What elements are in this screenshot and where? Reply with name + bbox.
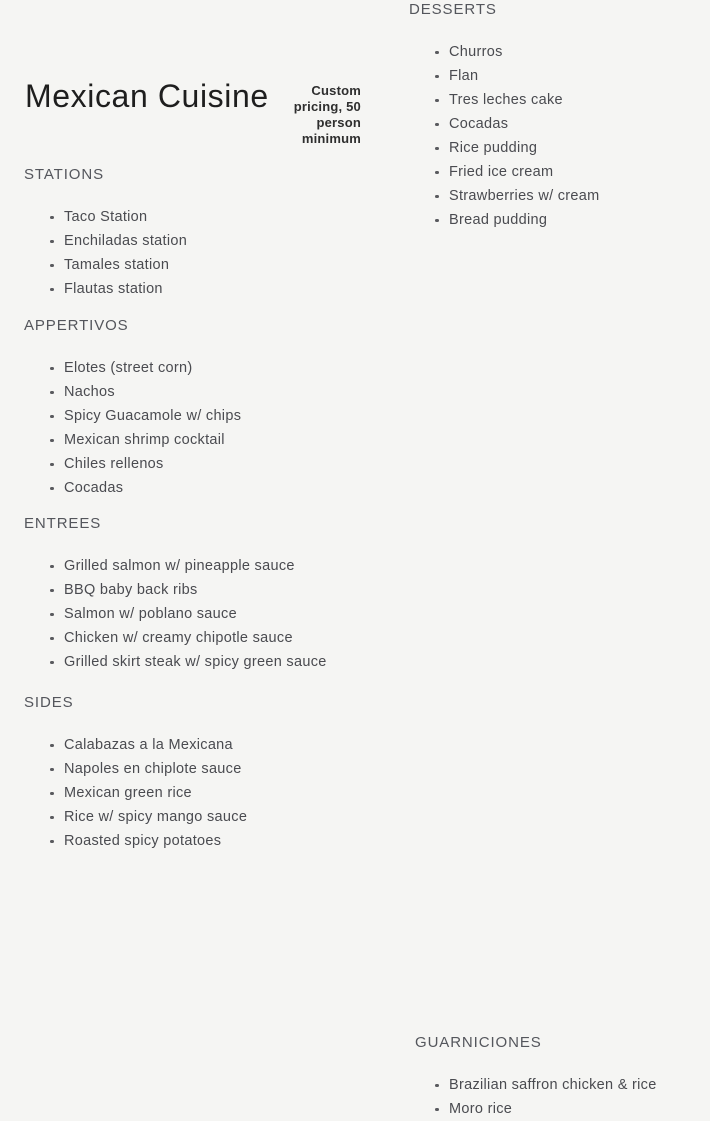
menu-item: Grilled salmon w/ pineapple sauce [64,554,384,578]
appertivos-list [24,356,384,500]
menu-item: Grilled skirt steak w/ spicy green sauce [64,650,384,674]
pricing-note: Custom pricing, 50 person minimum [293,83,361,146]
menu-item: Mexican green rice [64,781,384,805]
menu-item: Nachos [64,380,384,404]
menu-item: Flan [449,64,709,88]
menu-item: BBQ baby back ribs [64,578,384,602]
menu-item: Mexican shrimp cocktail [64,428,384,452]
menu-item: Chiles rellenos [64,452,384,476]
section-title-guarniciones: GUARNICIONES [415,1034,542,1051]
menu-item: Salmon w/ poblano sauce [64,602,384,626]
page-title: Mexican Cuisine [25,78,269,114]
section-title-stations: STATIONS [24,166,104,183]
guarniciones-list [409,1073,709,1121]
menu-item: Rice w/ spicy mango sauce [64,805,384,829]
menu-item: Enchiladas station [64,229,384,253]
menu-item: Tamales station [64,253,384,277]
section-appertivos [24,318,384,500]
menu-item: Calabazas a la Mexicana [64,733,384,757]
menu-item: Bread pudding [449,208,709,232]
entrees-list [24,554,384,674]
section-title-appertivos: APPERTIVOS [24,317,129,334]
menu-item: Tres leches cake [449,88,709,112]
menu-item: Chicken w/ creamy chipotle sauce [64,626,384,650]
section-title-entrees: ENTREES [24,515,102,532]
section-entrees [24,516,384,674]
section-stations [24,167,384,301]
desserts-list [409,40,709,232]
stations-list [24,205,384,301]
section-guarniciones [409,1035,709,1121]
menu-item: Cocadas [64,476,384,500]
menu-item: Churros [449,40,709,64]
section-title-sides: SIDES [24,694,74,711]
menu-item: Flautas station [64,277,384,301]
sides-list [24,733,384,853]
menu-item: Elotes (street corn) [64,356,384,380]
menu-item: Taco Station [64,205,384,229]
menu-item: Moro rice [449,1097,709,1121]
section-desserts [409,2,709,232]
menu-item: Rice pudding [449,136,709,160]
menu-item: Strawberries w/ cream [449,184,709,208]
menu-item: Napoles en chiplote sauce [64,757,384,781]
section-sides [24,695,384,853]
menu-item: Spicy Guacamole w/ chips [64,404,384,428]
menu-item: Cocadas [449,112,709,136]
menu-item: Roasted spicy potatoes [64,829,384,853]
menu-item: Brazilian saffron chicken & rice [449,1073,709,1097]
menu-item: Fried ice cream [449,160,709,184]
section-title-desserts: DESSERTS [409,1,497,18]
